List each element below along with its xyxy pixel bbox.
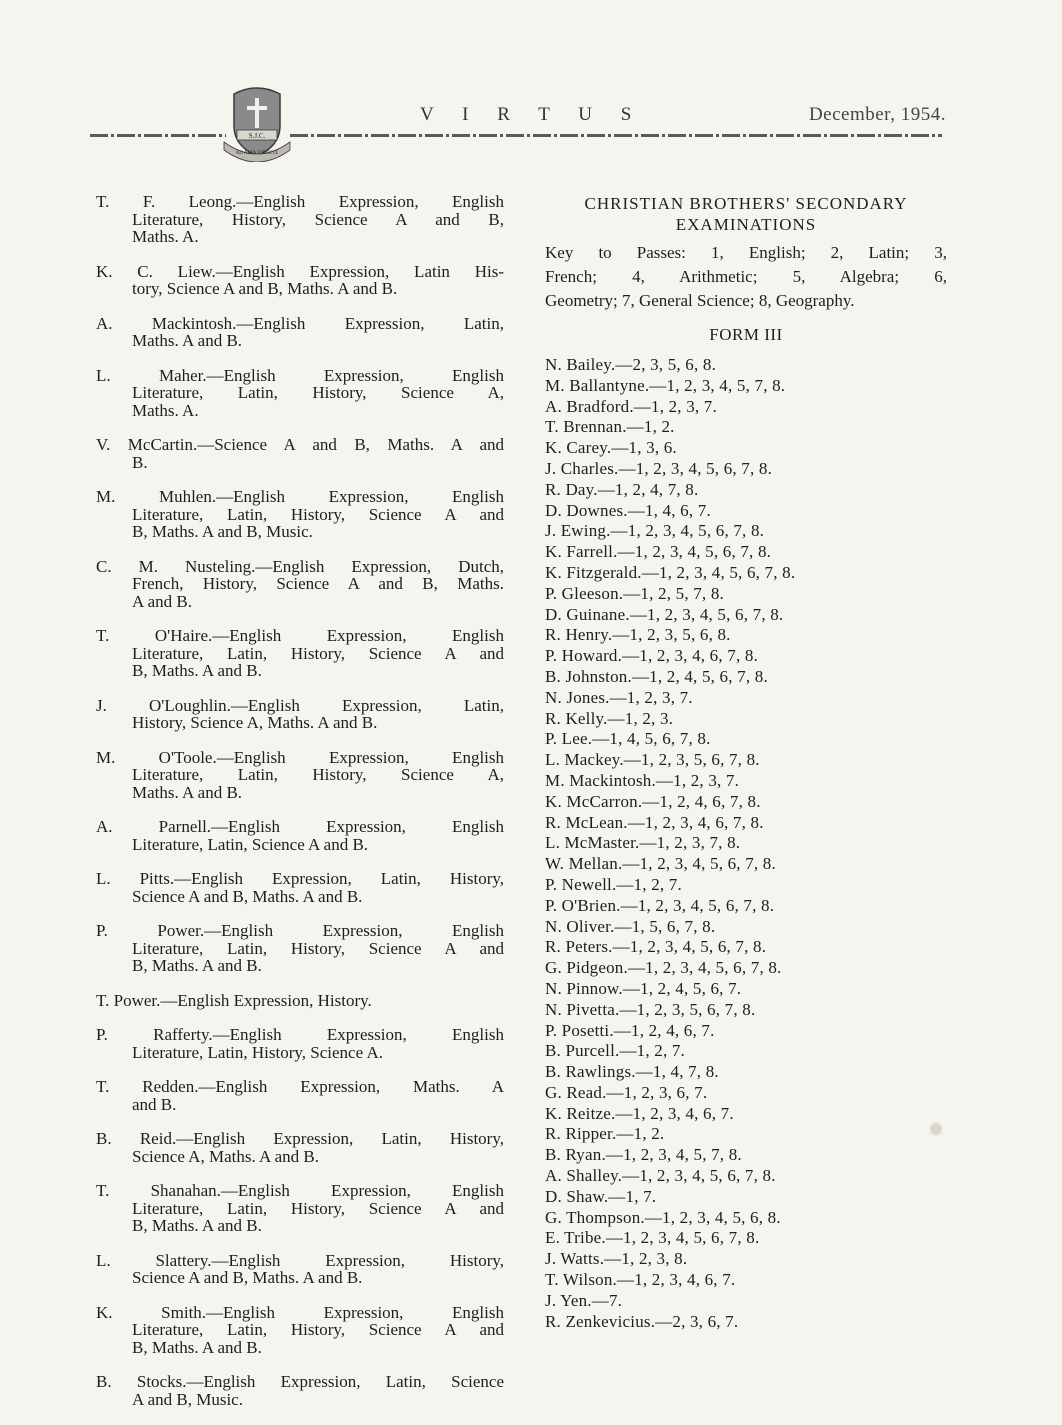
entry-line: Literature, Latin, History, Science A and [132, 643, 504, 663]
entry-line: Literature, Latin, Science A and B. [132, 834, 369, 854]
student-entry [96, 697, 504, 732]
result-row: D. Downes.—1, 4, 6, 7. [545, 500, 711, 520]
student-entry [96, 870, 504, 905]
result-row: P. Newell.—1, 2, 7. [545, 874, 682, 894]
entry-line: L. Maher.—English Expression, English [96, 365, 504, 385]
result-row: J. Ewing.—1, 2, 3, 4, 5, 6, 7, 8. [545, 521, 765, 541]
result-row: B. Rawlings.—1, 4, 7, 8. [545, 1062, 719, 1082]
result-row: P. Gleeson.—1, 2, 5, 7, 8. [545, 583, 724, 603]
entry-line: M. Muhlen.—English Expression, English [96, 487, 504, 506]
student-entry [96, 922, 504, 975]
entry-line: C. M. Nusteling.—English Expression, Dutch, [96, 556, 504, 576]
entry-line: V. McCartin.—Science A and B, Maths. A and [96, 435, 504, 454]
entry-line: Maths. A. [132, 400, 199, 420]
result-row: N. Pivetta.—1, 2, 3, 5, 6, 7, 8. [545, 999, 756, 1019]
result-row: D. Shaw.—1, 7. [545, 1186, 657, 1206]
header-rule-left [90, 134, 226, 137]
school-crest-icon [222, 84, 292, 162]
result-row: R. Day.—1, 2, 4, 7, 8. [545, 479, 699, 499]
result-row: R. McLean.—1, 2, 3, 4, 6, 7, 8. [545, 812, 764, 832]
entry-line: P. Rafferty.—English Expression, English [96, 1025, 504, 1044]
right-column [545, 193, 947, 1332]
student-entry [96, 1182, 504, 1235]
form-iii-results-list [545, 355, 947, 1332]
entry-line: Literature, Latin, History, Science A and [132, 1320, 504, 1339]
result-row: R. Peters.—1, 2, 3, 4, 5, 6, 7, 8. [545, 937, 767, 957]
entry-line: M. O'Toole.—English Expression, English [96, 747, 504, 767]
result-row: B. Ryan.—1, 2, 3, 4, 5, 7, 8. [545, 1145, 742, 1165]
entry-line: Literature, Latin, History, Science A, [132, 383, 504, 402]
result-row: A. Bradford.—1, 2, 3, 7. [545, 396, 717, 416]
entry-line: L. Pitts.—English Expression, Latin, History, [96, 869, 504, 888]
result-row: J. Charles.—1, 2, 3, 4, 5, 6, 7, 8. [545, 458, 773, 478]
entry-line: B, Maths. A and B. [132, 661, 262, 680]
student-entry [96, 1130, 504, 1165]
result-row: K. McCarron.—1, 2, 4, 6, 7, 8. [545, 791, 761, 811]
entry-line: French, History, Science A and B, Maths. [132, 574, 504, 593]
student-entry [96, 193, 504, 246]
entry-line: Science A and B, Maths. A and B. [132, 886, 363, 906]
entry-line: P. Power.—English Expression, English [96, 921, 504, 940]
entry-line: T. F. Leong.—English Expression, English [96, 192, 504, 211]
entry-line: Literature, Latin, History, Science A. [132, 1042, 383, 1062]
entry-line: Literature, History, Science A and B, [132, 209, 504, 229]
result-row: N. Pinnow.—1, 2, 4, 5, 6, 7. [545, 978, 742, 998]
entry-line: B. Reid.—English Expression, Latin, History, [96, 1129, 504, 1148]
student-entry [96, 263, 504, 298]
student-entry [96, 1026, 504, 1061]
entry-line: K. C. Liew.—English Expression, Latin His- [96, 261, 504, 281]
result-row: R. Zenkevicius.—2, 3, 6, 7. [545, 1311, 739, 1331]
entry-line: Science A, Maths. A and B. [132, 1146, 319, 1166]
entry-line: A. Mackintosh.—English Expression, Latin, [96, 313, 504, 333]
magazine-title: V I R T U S [420, 104, 644, 125]
entry-line: Maths. A. [132, 227, 199, 246]
result-row: M. Mackintosh.—1, 2, 3, 7. [545, 770, 740, 790]
result-row: M. Ballantyne.—1, 2, 3, 4, 5, 7, 8. [545, 375, 786, 395]
entry-line: L. Slattery.—English Expression, History, [96, 1250, 504, 1270]
student-entry [96, 315, 504, 350]
result-row: E. Tribe.—1, 2, 3, 4, 5, 6, 7, 8. [545, 1228, 760, 1248]
entry-line: A. Parnell.—English Expression, English [96, 817, 504, 836]
student-entry [96, 367, 504, 420]
entry-line: Science A and B, Maths. A and B. [132, 1268, 363, 1287]
entry-line: T. Power.—English Expression, History. [96, 990, 372, 1010]
entry-line: T. Shanahan.—English Expression, English [96, 1181, 504, 1200]
result-row: K. Carey.—1, 3, 6. [545, 438, 677, 458]
svg-text:AD ALTA VIRTUTE: AD ALTA VIRTUTE [235, 151, 279, 156]
result-row: R. Kelly.—1, 2, 3. [545, 708, 674, 728]
result-row: P. Posetti.—1, 2, 4, 6, 7. [545, 1020, 715, 1040]
entry-line: T. O'Haire.—English Expression, English [96, 626, 504, 645]
entry-line: Literature, Latin, History, Science A and [132, 938, 504, 958]
entry-line: and B. [132, 1094, 177, 1114]
entry-line: A and B, Music. [132, 1389, 243, 1409]
result-row: P. Lee.—1, 4, 5, 6, 7, 8. [545, 729, 711, 749]
result-row: N. Bailey.—2, 3, 5, 6, 8. [545, 355, 717, 374]
student-entry [96, 627, 504, 680]
student-entry [96, 818, 504, 853]
result-row: J. Yen.—7. [545, 1290, 623, 1310]
student-entry [96, 1078, 504, 1113]
result-row: N. Oliver.—1, 5, 6, 7, 8. [545, 916, 716, 936]
result-row: J. Watts.—1, 2, 3, 8. [545, 1249, 688, 1269]
result-row: T. Wilson.—1, 2, 3, 4, 6, 7. [545, 1270, 736, 1290]
entry-line: J. O'Loughlin.—English Expression, Latin, [96, 695, 504, 715]
key-line: Key to Passes: 1, English; 2, Latin; 3, [545, 243, 947, 262]
result-row: R. Ripper.—1, 2. [545, 1124, 665, 1144]
entry-line: Literature, Latin, History, Science A and [132, 1198, 504, 1218]
paper-blemish [930, 1118, 942, 1140]
entry-line: K. Smith.—English Expression, English [96, 1302, 504, 1322]
key-line: French; 4, Arithmetic; 5, Algebra; 6, [545, 267, 947, 286]
entry-line: History, Science A, Maths. A and B. [132, 713, 378, 732]
result-row: K. Reitze.—1, 2, 3, 4, 6, 7. [545, 1103, 734, 1123]
result-row: T. Brennan.—1, 2. [545, 417, 675, 437]
section-title-line-1: CHRISTIAN BROTHERS' SECONDARY [584, 194, 908, 213]
result-row: G. Thompson.—1, 2, 3, 4, 5, 6, 8. [545, 1207, 781, 1227]
issue-date: December, 1954. [808, 104, 946, 125]
entry-line: B, Maths. A and B. [132, 956, 262, 975]
student-entry [96, 488, 504, 541]
student-entry [96, 436, 504, 471]
entry-line: Maths. A and B. [132, 782, 243, 802]
section-title [545, 193, 947, 235]
result-row: L. McMaster.—1, 2, 3, 7, 8. [545, 833, 741, 853]
result-row: P. Howard.—1, 2, 3, 4, 6, 7, 8. [545, 646, 759, 666]
result-row: K. Farrell.—1, 2, 3, 4, 5, 6, 7, 8. [545, 542, 772, 562]
result-row: A. Shalley.—1, 2, 3, 4, 5, 6, 7, 8. [545, 1166, 776, 1186]
entry-line: A and B. [132, 591, 192, 611]
entry-line: B. [132, 452, 148, 472]
key-line: Geometry; 7, General Science; 8, Geography. [545, 291, 855, 310]
entry-line: Maths. A and B. [132, 331, 243, 350]
section-title-line-2: EXAMINATIONS [675, 215, 817, 234]
student-entry [96, 1252, 504, 1287]
student-entry [96, 558, 504, 611]
result-row: W. Mellan.—1, 2, 3, 4, 5, 6, 7, 8. [545, 854, 776, 874]
student-entry [96, 992, 504, 1010]
result-row: B. Johnston.—1, 2, 4, 5, 6, 7, 8. [545, 666, 768, 686]
result-row: N. Jones.—1, 2, 3, 7. [545, 687, 693, 707]
student-entry [96, 749, 504, 802]
entry-line: B, Maths. A and B. [132, 1337, 262, 1357]
entry-line: Literature, Latin, History, Science A, [132, 765, 504, 784]
result-row: K. Fitzgerald.—1, 2, 3, 4, 5, 6, 7, 8. [545, 562, 796, 582]
entry-line: B, Maths. A and B. [132, 1216, 262, 1235]
result-row: L. Mackey.—1, 2, 3, 5, 6, 7, 8. [545, 750, 760, 770]
student-entry [96, 1304, 504, 1357]
entry-line: tory, Science A and B, Maths. A and B. [132, 279, 398, 298]
header-rule-right [290, 134, 942, 137]
result-row: D. Guinane.—1, 2, 3, 4, 5, 6, 7, 8. [545, 604, 784, 624]
entry-line: Literature, Latin, History, Science A and [132, 504, 504, 524]
form-title: FORM III [709, 325, 783, 344]
entry-line: B. Stocks.—English Expression, Latin, Science [96, 1372, 504, 1391]
result-row: G. Read.—1, 2, 3, 6, 7. [545, 1082, 708, 1102]
key-to-passes [545, 241, 947, 313]
result-row: B. Purcell.—1, 2, 7. [545, 1041, 685, 1061]
result-row: R. Henry.—1, 2, 3, 5, 6, 8. [545, 625, 731, 645]
student-entry [96, 1373, 504, 1408]
svg-text:S.J.C.: S.J.C. [248, 132, 266, 140]
entry-line: T. Redden.—English Expression, Maths. A [96, 1077, 504, 1096]
result-row: P. O'Brien.—1, 2, 3, 4, 5, 6, 7, 8. [545, 895, 775, 915]
left-column-results [96, 193, 504, 1425]
result-row: G. Pidgeon.—1, 2, 3, 4, 5, 6, 7, 8. [545, 958, 782, 978]
entry-line: B, Maths. A and B, Music. [132, 522, 313, 541]
